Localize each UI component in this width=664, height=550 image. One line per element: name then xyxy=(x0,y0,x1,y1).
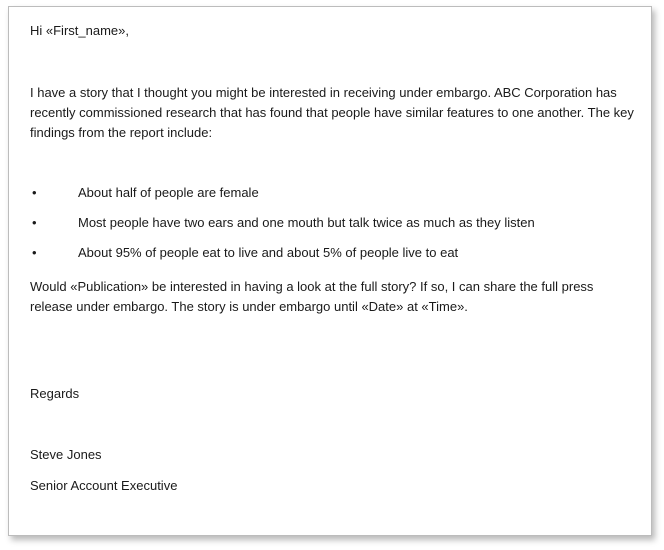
closing-paragraph: Would «Publication» be interested in having a look at the full story? If so, I can share the full press release under embargo. The story is under embargo until «Date» at «Time». xyxy=(30,279,594,314)
list-item xyxy=(30,213,637,243)
list-item xyxy=(30,183,637,213)
signoff-line: Regards xyxy=(30,386,80,401)
bullet-icon: • xyxy=(32,215,37,230)
list-item xyxy=(30,243,637,273)
finding-text: About 95% of people eat to live and about 5% of people live to eat xyxy=(78,245,459,260)
intro-paragraph: I have a story that I thought you might be interested in receiving under embargo. ABC Corporation has recently commissioned research that has found that people have similar features to one another. The key findings from the report include: xyxy=(30,85,634,140)
greeting-line: Hi «First_name», xyxy=(30,23,129,38)
findings-list xyxy=(30,183,637,273)
bullet-icon: • xyxy=(32,185,37,200)
bullet-icon: • xyxy=(32,245,37,260)
finding-text: Most people have two ears and one mouth but talk twice as much as they listen xyxy=(78,215,535,230)
sender-name: Steve Jones xyxy=(30,447,102,462)
finding-text: About half of people are female xyxy=(78,185,259,200)
sender-title: Senior Account Executive xyxy=(30,478,178,493)
document-page xyxy=(8,6,652,536)
